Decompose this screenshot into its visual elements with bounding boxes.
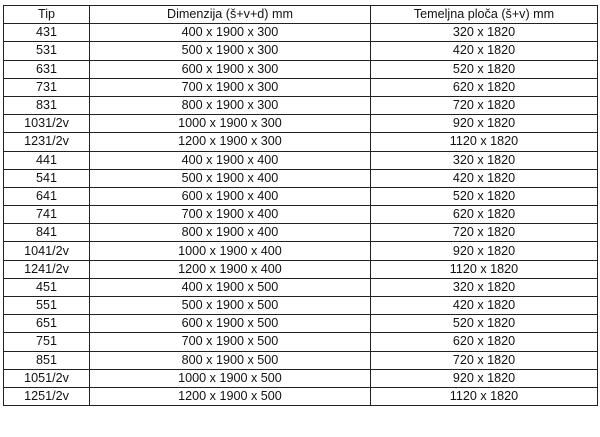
cell-base-plate: 1120 x 1820: [371, 260, 598, 278]
cell-base-plate: 320 x 1820: [371, 24, 598, 42]
dimensions-table: [3, 5, 598, 406]
table-row: [4, 369, 598, 387]
cell-tip: 541: [4, 169, 90, 187]
cell-dimension: 1200 x 1900 x 500: [90, 387, 371, 405]
cell-base-plate: 720 x 1820: [371, 96, 598, 114]
table-row: [4, 133, 598, 151]
cell-tip: 841: [4, 224, 90, 242]
cell-base-plate: 320 x 1820: [371, 278, 598, 296]
cell-tip: 441: [4, 151, 90, 169]
cell-dimension: 700 x 1900 x 500: [90, 333, 371, 351]
table-row: [4, 206, 598, 224]
cell-dimension: 1000 x 1900 x 300: [90, 115, 371, 133]
table-row: [4, 297, 598, 315]
table-row: [4, 24, 598, 42]
cell-dimension: 800 x 1900 x 500: [90, 351, 371, 369]
cell-base-plate: 620 x 1820: [371, 78, 598, 96]
cell-dimension: 400 x 1900 x 300: [90, 24, 371, 42]
header-tip: Tip: [4, 6, 90, 24]
cell-dimension: 1000 x 1900 x 500: [90, 369, 371, 387]
cell-base-plate: 420 x 1820: [371, 297, 598, 315]
cell-tip: 1031/2v: [4, 115, 90, 133]
cell-tip: 731: [4, 78, 90, 96]
cell-base-plate: 520 x 1820: [371, 315, 598, 333]
cell-dimension: 400 x 1900 x 500: [90, 278, 371, 296]
table-row: [4, 315, 598, 333]
cell-dimension: 700 x 1900 x 400: [90, 206, 371, 224]
cell-base-plate: 720 x 1820: [371, 224, 598, 242]
table-row: [4, 224, 598, 242]
dimensions-table-container: [3, 5, 597, 406]
table-row: [4, 187, 598, 205]
cell-tip: 551: [4, 297, 90, 315]
table-row: [4, 387, 598, 405]
cell-tip: 1041/2v: [4, 242, 90, 260]
table-row: [4, 42, 598, 60]
cell-dimension: 700 x 1900 x 300: [90, 78, 371, 96]
cell-base-plate: 520 x 1820: [371, 187, 598, 205]
header-dimension: Dimenzija (š+v+d) mm: [90, 6, 371, 24]
table-row: [4, 96, 598, 114]
table-row: [4, 278, 598, 296]
cell-base-plate: 920 x 1820: [371, 242, 598, 260]
cell-base-plate: 620 x 1820: [371, 206, 598, 224]
cell-tip: 651: [4, 315, 90, 333]
table-row: [4, 60, 598, 78]
cell-base-plate: 1120 x 1820: [371, 133, 598, 151]
cell-base-plate: 320 x 1820: [371, 151, 598, 169]
cell-tip: 631: [4, 60, 90, 78]
table-body: [4, 24, 598, 406]
cell-tip: 1051/2v: [4, 369, 90, 387]
cell-tip: 831: [4, 96, 90, 114]
cell-base-plate: 1120 x 1820: [371, 387, 598, 405]
cell-tip: 1251/2v: [4, 387, 90, 405]
cell-dimension: 1000 x 1900 x 400: [90, 242, 371, 260]
cell-tip: 851: [4, 351, 90, 369]
cell-tip: 641: [4, 187, 90, 205]
cell-dimension: 800 x 1900 x 300: [90, 96, 371, 114]
cell-dimension: 400 x 1900 x 400: [90, 151, 371, 169]
table-row: [4, 333, 598, 351]
cell-dimension: 800 x 1900 x 400: [90, 224, 371, 242]
table-row: [4, 151, 598, 169]
cell-tip: 751: [4, 333, 90, 351]
table-row: [4, 351, 598, 369]
cell-tip: 431: [4, 24, 90, 42]
cell-base-plate: 920 x 1820: [371, 369, 598, 387]
cell-tip: 531: [4, 42, 90, 60]
cell-dimension: 500 x 1900 x 400: [90, 169, 371, 187]
table-row: [4, 260, 598, 278]
cell-base-plate: 920 x 1820: [371, 115, 598, 133]
cell-base-plate: 420 x 1820: [371, 42, 598, 60]
table-row: [4, 242, 598, 260]
cell-base-plate: 520 x 1820: [371, 60, 598, 78]
cell-tip: 741: [4, 206, 90, 224]
cell-tip: 1231/2v: [4, 133, 90, 151]
cell-dimension: 500 x 1900 x 500: [90, 297, 371, 315]
cell-dimension: 600 x 1900 x 300: [90, 60, 371, 78]
table-header-row: [4, 6, 598, 24]
cell-dimension: 1200 x 1900 x 400: [90, 260, 371, 278]
cell-dimension: 500 x 1900 x 300: [90, 42, 371, 60]
cell-tip: 1241/2v: [4, 260, 90, 278]
table-row: [4, 78, 598, 96]
header-base-plate: Temeljna ploča (š+v) mm: [371, 6, 598, 24]
cell-base-plate: 720 x 1820: [371, 351, 598, 369]
cell-dimension: 600 x 1900 x 400: [90, 187, 371, 205]
table-row: [4, 169, 598, 187]
cell-dimension: 1200 x 1900 x 300: [90, 133, 371, 151]
table-row: [4, 115, 598, 133]
cell-dimension: 600 x 1900 x 500: [90, 315, 371, 333]
cell-tip: 451: [4, 278, 90, 296]
cell-base-plate: 620 x 1820: [371, 333, 598, 351]
cell-base-plate: 420 x 1820: [371, 169, 598, 187]
